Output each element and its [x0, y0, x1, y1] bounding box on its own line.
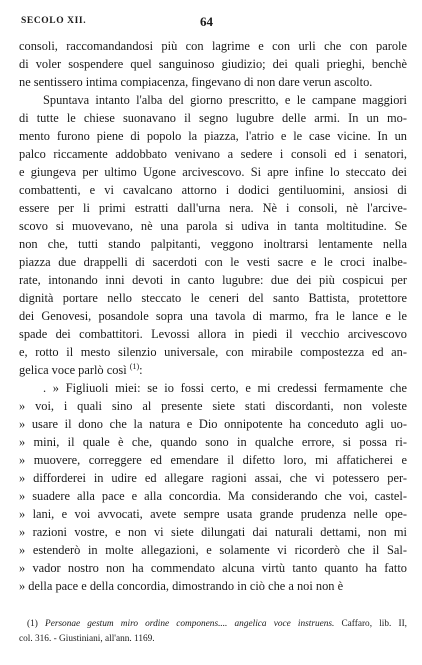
- text-line: » vador nostro non ha commendato alcuna virtù tanto quanto ha fatto: [19, 561, 407, 575]
- text-line: » mini, il quale è che, quando sono in qualche errore, si possa ri-: [19, 435, 407, 449]
- page-number: 64: [200, 14, 213, 29]
- text-line: » lani, e voi avvocati, avete sempre usata grande prudenza nelle ope-: [19, 507, 407, 521]
- text-line: Spuntava intanto l'alba del giorno prescritto, e le campane maggiori: [43, 93, 407, 107]
- footnote-marker-tail: :: [139, 363, 143, 377]
- footnote-marker: (1): [129, 361, 140, 371]
- running-header: [19, 14, 407, 30]
- text-line: di voler sospendere quel sanguinoso giudizio; dei quali prieghi, benchè: [19, 57, 407, 71]
- text-line: » della pace e della concordia, dimostrando in ciò che a noi non è: [19, 579, 344, 593]
- text-line: di tutte le chiese suonavano il segno lugubre delle armi. In un mo-: [19, 111, 407, 125]
- text-line: [19, 361, 407, 379]
- text-line: » usare il dono che la natura e Dio onnipotente ha conceduto agli uo-: [19, 417, 407, 431]
- running-head: SECOLO XII.: [21, 16, 87, 26]
- text-line: combattenti, e vi cavalcano attorno i dodici gentiluomini, ansiosi di: [19, 183, 407, 197]
- body-text: [19, 37, 407, 595]
- text-line: dei Genovesi, posandole sopra una tavola di marmo, fra le lance e le: [19, 309, 407, 323]
- text-line: » voi, i quali sino al presente siete stati discordanti, non voleste: [19, 399, 407, 413]
- footnote-source: Caffaro, lib. II,: [341, 619, 407, 629]
- text-line: e, rotto il mesto silenzio universale, con mirabile compostezza ed an-: [19, 345, 407, 359]
- text-line: ne sentissero intima compiacenza, fingevano di non dare verun ascolto.: [19, 75, 373, 89]
- text-line: dignità portare nello steccato le ceneri del santo Battista, protettore: [19, 291, 407, 305]
- text-line: consoli, raccomandandosi più con lagrime e con urli che con parole: [19, 39, 407, 53]
- text-line: » difforderei in udire ed allegare ragioni assai, che vi potessero per-: [19, 471, 407, 485]
- text-line: » suadere alla pace e alla concordia. Ma considerando che voi, castel-: [19, 489, 407, 503]
- text-line: essere per li primi estratti dall'urna nera. Nè i consoli, nè l'arcive-: [19, 201, 407, 215]
- footnotes: [19, 617, 407, 647]
- text-line: e giungeva per ultimo Ugone arcivescovo. Si apre infine lo steccato dei: [19, 165, 407, 179]
- text-line: non che, tutti stando palpitanti, veggono inoltrarsi lentamente nella: [19, 237, 407, 251]
- footnote-line: [19, 617, 407, 632]
- text-line: spade dei combattitori. Levossi allora in piedi il vecchio arcivescovo: [19, 327, 407, 341]
- page: [19, 14, 407, 595]
- text-line: mento furono piene di popolo la piazza, l'atrio e le case vicine. In un: [19, 129, 407, 143]
- text-line: scovo si muovevano, nè una parola si udiva in tanta moltitudine. Se: [19, 219, 407, 233]
- footnote-quote: Personae gestum miro ordine componens.... angelica voce instruens.: [45, 619, 335, 629]
- text-line: . » Figliuoli miei: se io fossi certo, e mi credessi fermamente che: [43, 381, 407, 395]
- text-line: rate, intonando inni devoti in canto lugubre: due dei più cospicui per: [19, 273, 407, 287]
- text-line: » razioni vostre, e non vi siete dilungati dai naturali dettami, non mi: [19, 525, 407, 539]
- footnote-label: (1): [27, 619, 38, 629]
- footnote-line: col. 316. - Giustiniani, all'ann. 1169.: [19, 634, 155, 644]
- text-line-content: gelica voce parlò così: [19, 363, 127, 377]
- text-line: palco riccamente addobbato venivano a sedere i consoli ed i senatori,: [19, 147, 407, 161]
- text-line: » muovere, correggere ed emendare il difetto loro, mi affaticherei e: [19, 453, 407, 467]
- text-line: piazza due drappelli di sacerdoti con le vesti sacre e le croci inalbe-: [19, 255, 407, 269]
- text-line: » estenderò in molte allegazioni, e solamente vi ricorderò che il Sal-: [19, 543, 407, 557]
